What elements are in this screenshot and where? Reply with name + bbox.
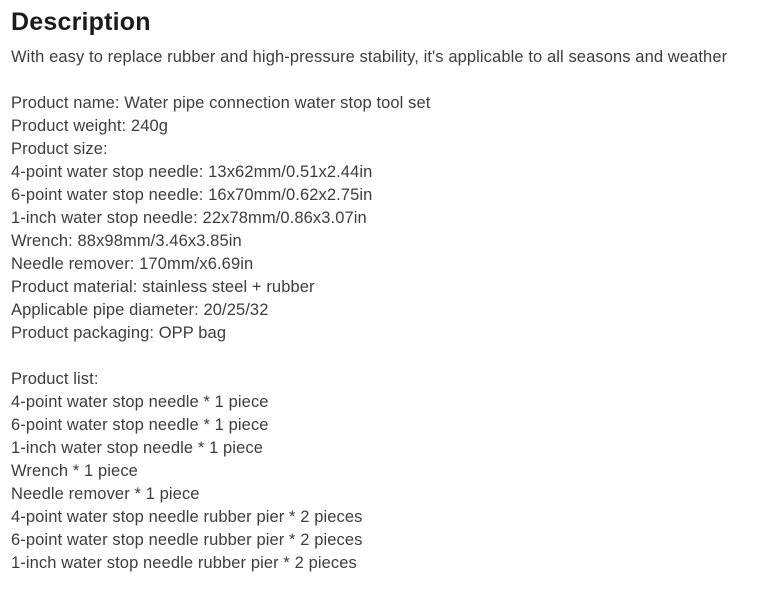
spec-line-product-weight: Product weight: 240g — [11, 117, 169, 135]
spec-line-product-name: Product name: Water pipe connection water stop tool set — [11, 94, 431, 112]
spec-line-6-point-needle-size: 6-point water stop needle: 16x70mm/0.62x2.75in — [11, 186, 373, 204]
product-list-heading: Product list: — [11, 370, 99, 388]
spec-line-product-packaging: Product packaging: OPP bag — [11, 324, 227, 342]
product-list-item-4-point-needle: 4-point water stop needle * 1 piece — [11, 393, 269, 411]
intro-text: With easy to replace rubber and high-pressure stability, it's applicable to all seasons and weather — [11, 48, 728, 66]
product-list-item-4-point-rubber-pier: 4-point water stop needle rubber pier * 2 pieces — [11, 508, 363, 526]
spec-line-1-inch-needle-size: 1-inch water stop needle: 22x78mm/0.86x3.07in — [11, 209, 367, 227]
product-list-item-6-point-rubber-pier: 6-point water stop needle rubber pier * 2 pieces — [11, 531, 363, 549]
spec-line-wrench-size: Wrench: 88x98mm/3.46x3.85in — [11, 232, 242, 250]
product-list-item-1-inch-needle: 1-inch water stop needle * 1 piece — [11, 439, 263, 457]
spec-line-pipe-diameter: Applicable pipe diameter: 20/25/32 — [11, 301, 269, 319]
spacer — [11, 69, 779, 92]
product-list-block — [11, 368, 779, 575]
section-title: Description — [11, 8, 151, 36]
spec-line-product-material: Product material: stainless steel + rubber — [11, 278, 315, 296]
product-list-item-1-inch-rubber-pier: 1-inch water stop needle rubber pier * 2 pieces — [11, 554, 357, 572]
product-list-item-needle-remover: Needle remover * 1 piece — [11, 485, 200, 503]
spacer — [11, 345, 779, 368]
spec-line-needle-remover-size: Needle remover: 170mm/x6.69in — [11, 255, 254, 273]
product-specs-block — [11, 92, 779, 345]
spec-line-product-size: Product size: — [11, 140, 108, 158]
spec-line-4-point-needle-size: 4-point water stop needle: 13x62mm/0.51x2.44in — [11, 163, 373, 181]
product-list-item-6-point-needle: 6-point water stop needle * 1 piece — [11, 416, 269, 434]
product-list-item-wrench: Wrench * 1 piece — [11, 462, 138, 480]
